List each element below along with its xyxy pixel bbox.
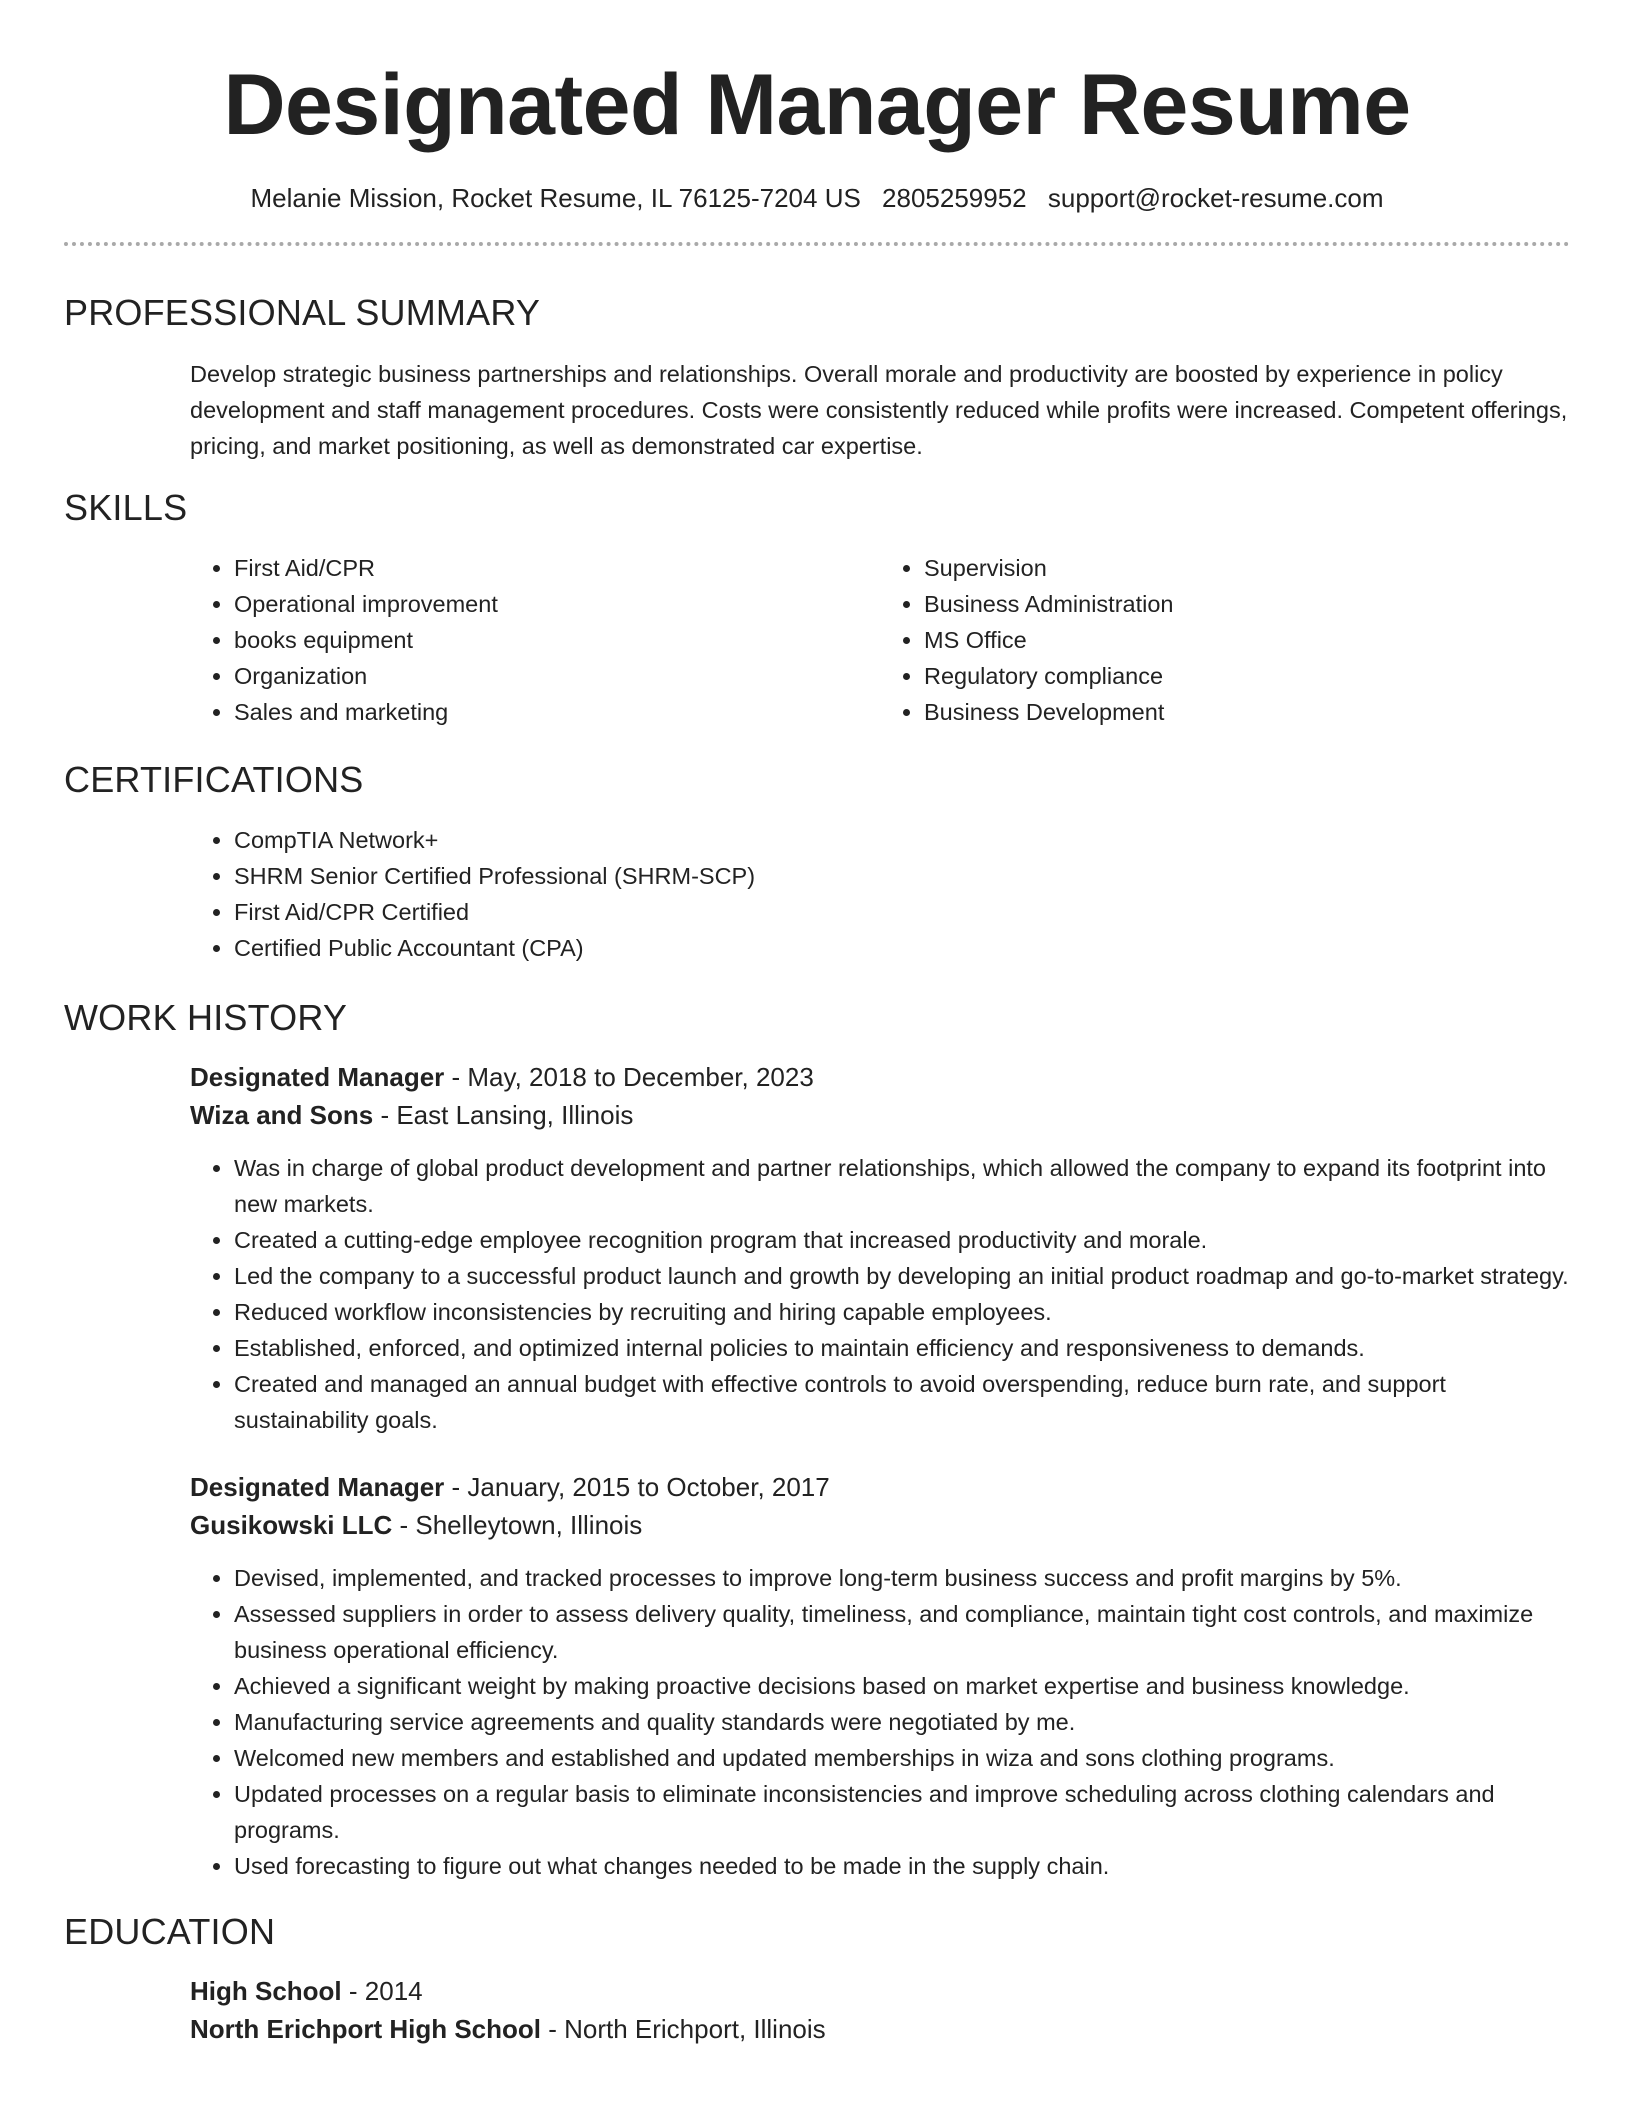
job-company: Gusikowski LLC	[190, 1510, 393, 1540]
summary-heading: PROFESSIONAL SUMMARY	[64, 292, 541, 333]
skills-column-right	[880, 550, 1570, 730]
job-bullet: • Achieved a significant weight by making proactive decisions based on market expertise and business knowledge.	[234, 1668, 1570, 1704]
job-bullet: • Created a cutting-edge employee recognition program that increased productivity and morale.	[234, 1222, 1570, 1258]
job-bullet: • Used forecasting to figure out what changes needed to be made in the supply chain.	[234, 1848, 1570, 1884]
header-divider	[64, 242, 1570, 246]
education-degree-line	[190, 1972, 1570, 2010]
job-bullet: • Reduced workflow inconsistencies by recruiting and hiring capable employees.	[234, 1294, 1570, 1330]
job-entry	[190, 1058, 1570, 1438]
certification-item: • SHRM Senior Certified Professional (SHRM-SCP)	[234, 858, 1570, 894]
contact-phone: 2805259952	[882, 183, 1027, 213]
skill-item: • MS Office	[924, 622, 1570, 658]
certification-item: • Certified Public Accountant (CPA)	[234, 930, 1570, 966]
skill-item: • Operational improvement	[234, 586, 880, 622]
job-bullet: • Established, enforced, and optimized internal policies to maintain efficiency and responsiveness to demands.	[234, 1330, 1570, 1366]
job-bullet: • Assessed suppliers in order to assess delivery quality, timeliness, and compliance, maintain tight cost controls, and maximize business operational efficiency.	[234, 1596, 1570, 1668]
job-dates: - May, 2018 to December, 2023	[444, 1062, 814, 1092]
job-title-line	[190, 1468, 1570, 1506]
job-entry	[190, 1468, 1570, 1884]
certifications-list	[190, 822, 1570, 966]
job-bullet: • Welcomed new members and established and updated memberships in wiza and sons clothing programs.	[234, 1740, 1570, 1776]
job-location: - Shelleytown, Illinois	[392, 1510, 643, 1540]
resume-page	[64, 0, 1570, 2048]
skill-item: • Supervision	[924, 550, 1570, 586]
job-bullet: • Devised, implemented, and tracked processes to improve long-term business success and profit margins by 5%.	[234, 1560, 1570, 1596]
education-year: - 2014	[341, 1976, 423, 2006]
contact-address: Melanie Mission, Rocket Resume, IL 76125-7204 US	[250, 183, 861, 213]
education-degree: High School	[190, 1976, 342, 2006]
certification-item: • First Aid/CPR Certified	[234, 894, 1570, 930]
skill-item: • Business Administration	[924, 586, 1570, 622]
education-location: - North Erichport, Illinois	[541, 2014, 826, 2044]
job-bullets	[190, 1560, 1570, 1884]
job-bullets	[190, 1150, 1570, 1438]
contact-line	[64, 180, 1570, 216]
skills-column-left	[190, 550, 880, 730]
job-company: Wiza and Sons	[190, 1100, 374, 1130]
certification-item: • CompTIA Network+	[234, 822, 1570, 858]
education-heading: EDUCATION	[64, 1911, 276, 1952]
skill-item: • books equipment	[234, 622, 880, 658]
job-dates: - January, 2015 to October, 2017	[444, 1472, 830, 1502]
skill-item: • Organization	[234, 658, 880, 694]
job-bullet: • Updated processes on a regular basis to eliminate inconsistencies and improve scheduling across clothing calendars and programs.	[234, 1776, 1570, 1848]
work-history-heading: WORK HISTORY	[64, 997, 348, 1038]
certifications-heading: CERTIFICATIONS	[64, 759, 364, 800]
job-title: Designated Manager	[190, 1472, 445, 1502]
job-company-line	[190, 1096, 1570, 1134]
job-title: Designated Manager	[190, 1062, 445, 1092]
education-entry	[190, 1972, 1570, 2048]
job-bullet: • Led the company to a successful product launch and growth by developing an initial product roadmap and go-to-market strategy.	[234, 1258, 1570, 1294]
skill-item: • First Aid/CPR	[234, 550, 880, 586]
summary-section	[190, 356, 1570, 464]
summary-text: Develop strategic business partnerships and relationships. Overall morale and productivity are boosted by experience in policy development and staff management procedures. Costs were consistently reduced while profits were increased. Competent offerings, pricing, and market positioning, as well as demonstrated car expertise.	[190, 361, 1568, 459]
job-bullet: • Created and managed an annual budget with effective controls to avoid overspending, reduce burn rate, and support sustainability goals.	[234, 1366, 1570, 1438]
job-bullet: • Was in charge of global product development and partner relationships, which allowed the company to expand its footprint into new markets.	[234, 1150, 1570, 1222]
contact-email: support@rocket-resume.com	[1047, 183, 1384, 213]
job-title-line	[190, 1058, 1570, 1096]
job-bullet: • Manufacturing service agreements and quality standards were negotiated by me.	[234, 1704, 1570, 1740]
skills-heading: SKILLS	[64, 487, 188, 528]
certifications-section	[190, 822, 1570, 966]
education-school-line	[190, 2010, 1570, 2048]
skill-item: • Sales and marketing	[234, 694, 880, 730]
education-school: North Erichport High School	[190, 2014, 541, 2044]
skill-item: • Regulatory compliance	[924, 658, 1570, 694]
resume-title: Designated Manager Resume	[223, 57, 1411, 153]
skills-list	[190, 550, 1570, 730]
job-company-line	[190, 1506, 1570, 1544]
job-location: - East Lansing, Illinois	[373, 1100, 634, 1130]
skill-item: • Business Development	[924, 694, 1570, 730]
